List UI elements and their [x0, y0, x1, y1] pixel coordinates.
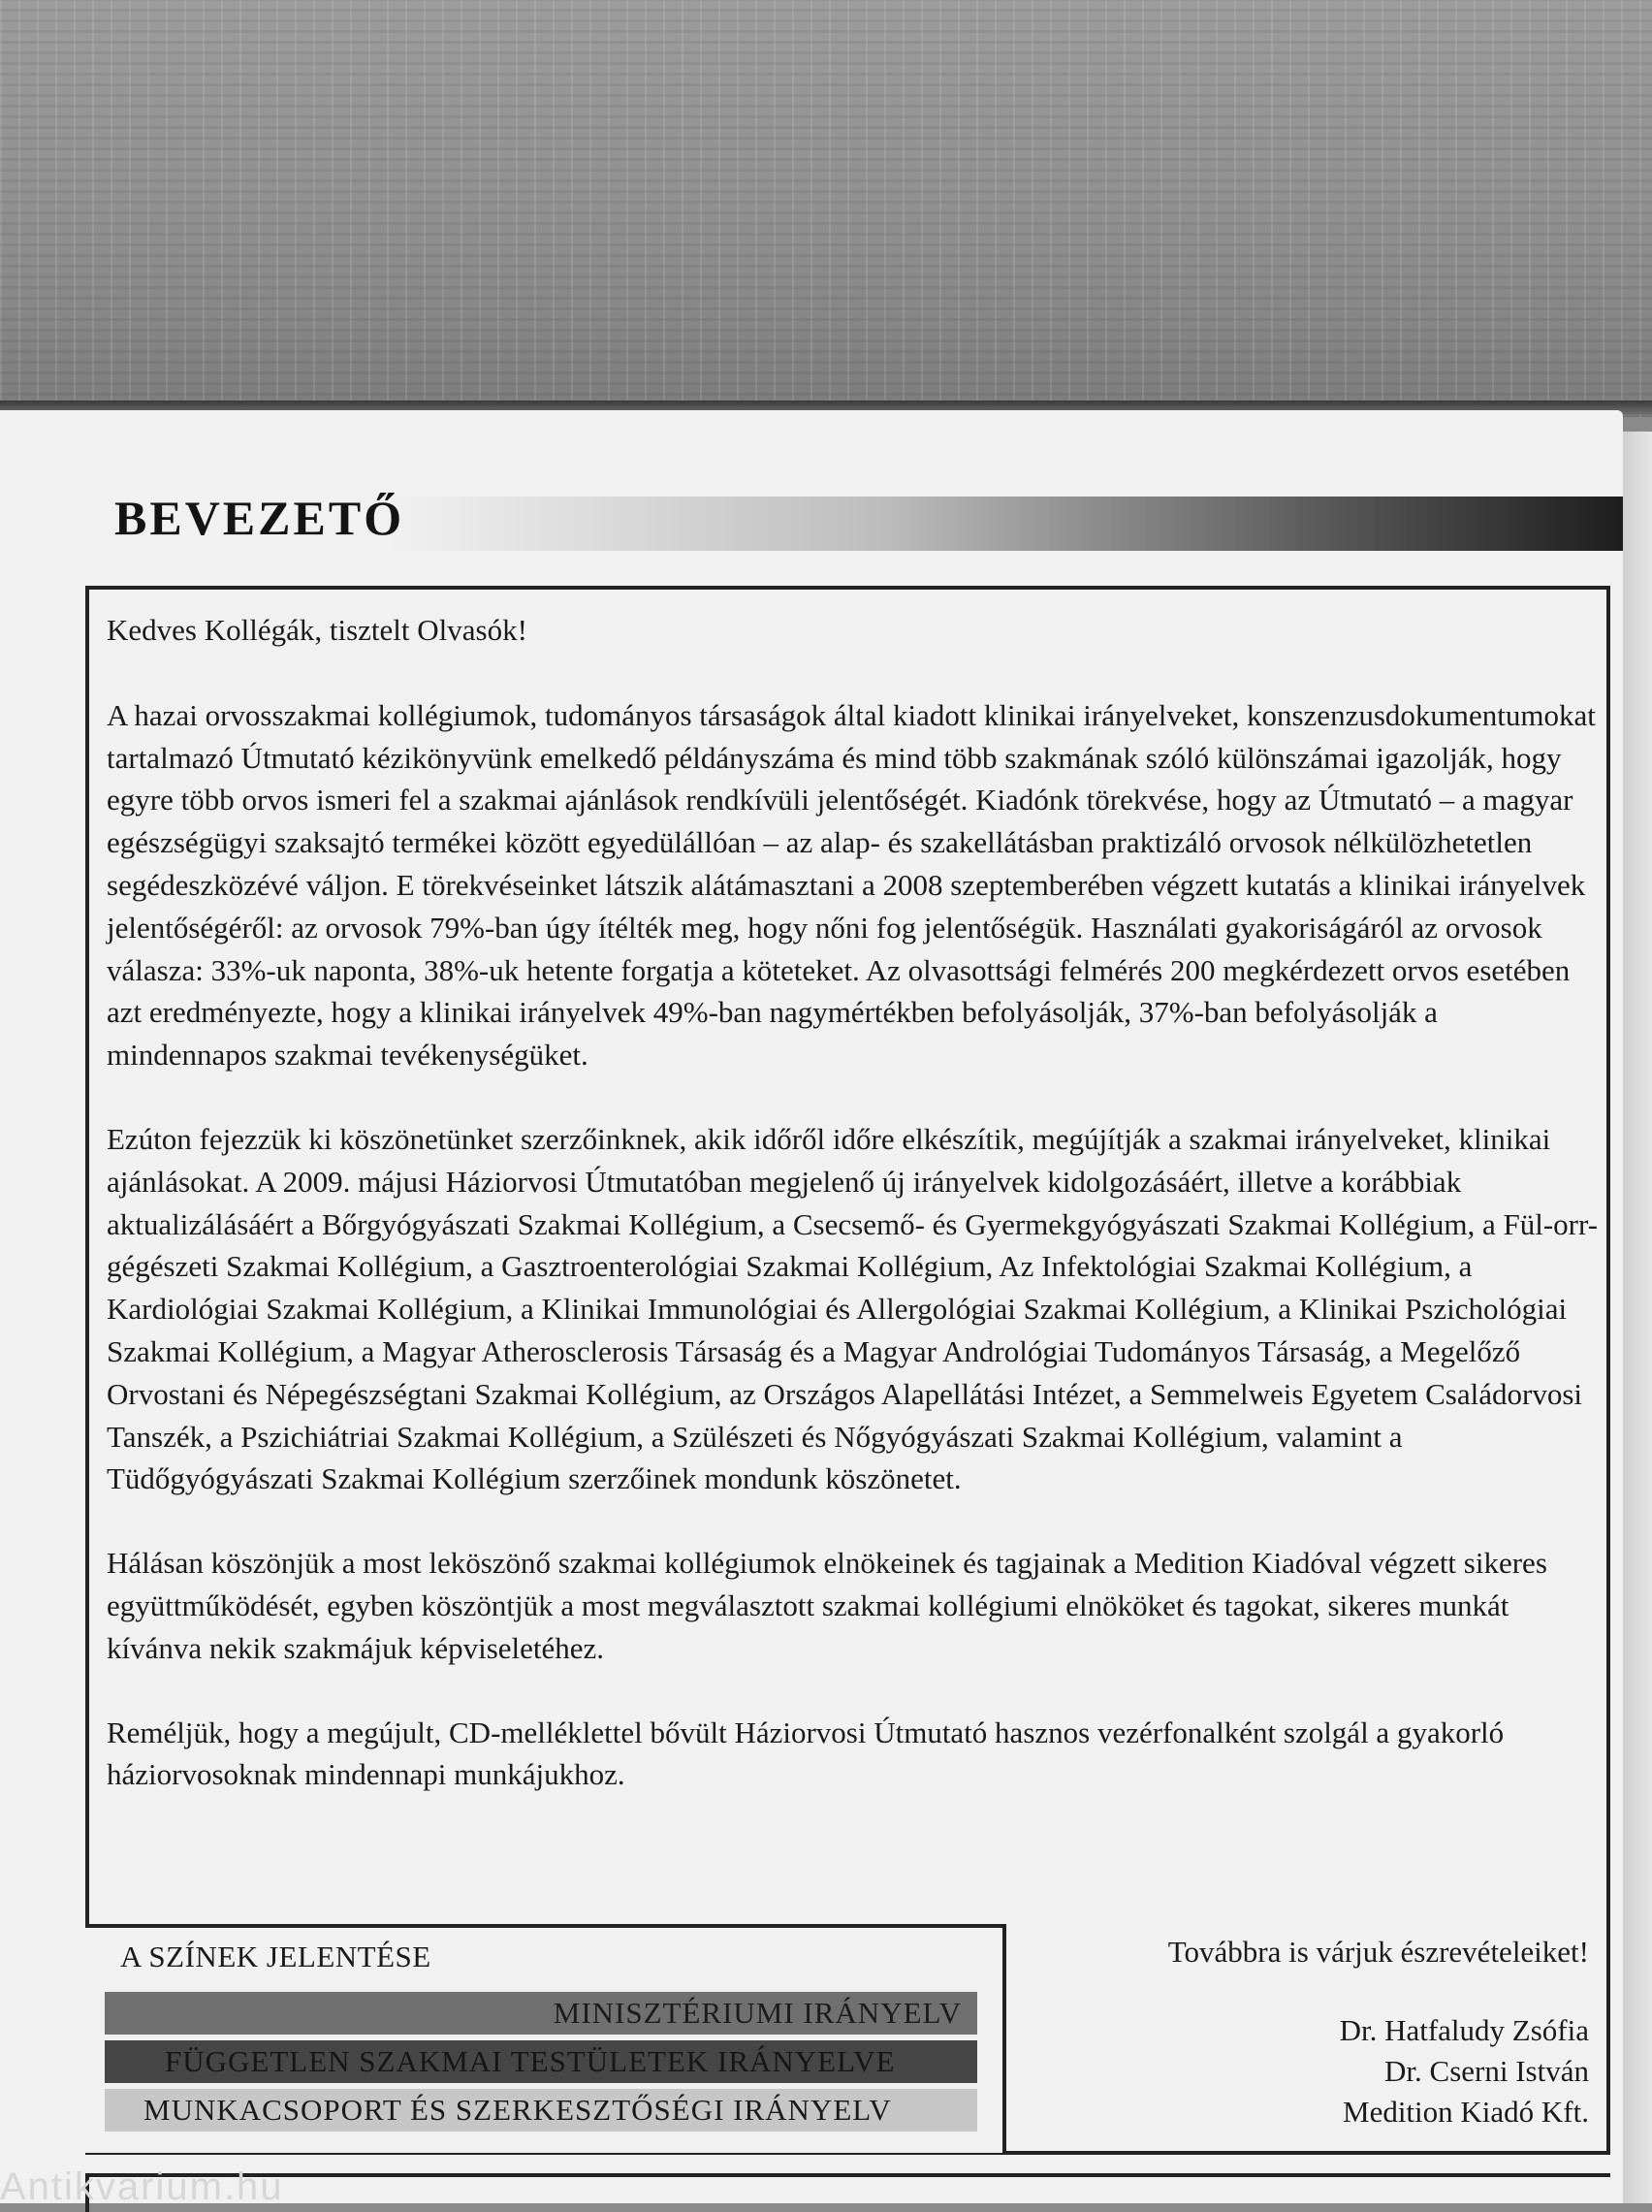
section-header [0, 483, 1623, 553]
letter-paragraph-hope: Reméljük, hogy a megújult, CD-melléklettel bővült Háziorvosi Útmutató hasznos vezérfonalként szolgál a gyakorló háziorvosoknak mindennapi munkájukhoz. [107, 1715, 1505, 1792]
legend-title: A SZÍNEK JELENTÉSE [120, 1940, 431, 1973]
letter-paragraph-survey: A hazai orvosszakmai kollégiumok, tudományos társaságok által kiadott klinikai irányelveket, konszenzusdokumentumokat tartalmazó Útmutató kézikönyvünk emelkedő példányszáma és mind több szakmának szóló különszámai igazolják, hogy egyre több orvos ismeri fel a szakmai ajánlások rendkívüli jelentőségét. Kiadónk törekvése, hogy az Útmutató – a magyar egészségügyi szaksajtó termékei között egyedülállóan – az alap- és szakellátásban praktizáló orvosok nélkülözhetetlen segédeszközévé váljon. E törekvéseinket látszik alátámasztani a 2008 szeptemberében végzett kutatás a klinikai irányelvek jelentőségéről: az orvosok 79%-ban úgy ítélték meg, hogy nőni fog jelentőségük. Használati gyakoriságáról az orvosok válasza: 33%-uk naponta, 38%-uk hetente forgatja a köteteket. Az olvasottsági felmérés 200 megkérdezett orvos esetében azt eredményezte, hogy a klinikai irányelvek 49%-ban nagymértékben befolyásolják, 37%-ban befolyásolják a mindennapos szakmai tevékenységüket. [107, 697, 1596, 1073]
letter-paragraph-thanks-authors: Ezúton fejezzük ki köszönetünket szerzőinknek, akik időről időre elkészítik, megújítják a szakmai irányelveket, klinikai ajánlásokat. A 2009. májusi Háziorvosi Útmutatóban megjelenő új irányelvek kidolgozásáért, illetve a korábbiak aktualizálásáért a Bőrgyógyászati Szakmai Kollégium, a Csecsemő- és Gyermekgyógyászati Szakmai Kollégium, a Fül-orr-gégészeti Szakmai Kollégium, a Gasztroenterológiai Szakmai Kollégium, Az Infektológiai Szakmai Kollégium, a Kardiológiai Szakmai Kollégium, a Klinikai Immunológiai és Allergológiai Szakmai Kollégium, a Klinikai Pszichológiai Szakmai Kollégium, a Magyar Atherosclerosis Társaság és a Magyar Andrológiai Tudományos Társaság, a Megelőző Orvostani és Népegészségtani Szakmai Kollégium, az Országos Alapellátási Intézet, a Semmelweis Egyetem Családorvosi Tanszék, a Pszichiátriai Szakmai Kollégium, a Szülészeti és Nőgyógyászati Szakmai Kollégium, valamint a Tüdőgyógyászati Szakmai Kollégium szerzőinek mondunk köszönetet. [107, 1121, 1599, 1496]
letter-greeting: Kedves Kollégák, tisztelt Olvasók! [107, 613, 527, 647]
legend-item-ministry: MINISZTÉRIUMI IRÁNYELV [105, 1992, 977, 2035]
introduction-box [85, 586, 1610, 2155]
book-page [0, 410, 1623, 2203]
letter-closing: Továbbra is várjuk észrevételeiket! [1167, 1935, 1589, 1969]
signature-publisher: Medition Kiadó Kft. [1343, 2095, 1589, 2129]
watermark-text: Antikvarium.hu [0, 2170, 284, 2203]
letter-body [107, 609, 1600, 1838]
section-title: BEVEZETŐ [114, 491, 405, 545]
letter-paragraph-thanks-colleges: Hálásan köszönjük a most leköszönő szakmai kollégiumok elnökeinek és tagjainak a Medition Kiadóval végzett sikeres együttműködését, egyben köszöntjük a most megválasztott szakmai kollégiumi elnököket és tagokat, sikeres munkát kívánva nekik szakmájuk képviseletéhez. [107, 1546, 1547, 1665]
legend-item-independent-bodies: FÜGGETLEN SZAKMAI TESTÜLETEK IRÁNYELVE [105, 2040, 977, 2083]
legend-item-working-group: MUNKACSOPORT ÉS SZERKESZTŐSÉGI IRÁNYELV [105, 2089, 977, 2132]
signature-name-1: Dr. Hatfaludy Zsófia [1339, 2013, 1589, 2047]
table-surface [0, 0, 1652, 417]
signature-block [1340, 2010, 1589, 2132]
signature-name-2: Dr. Cserni István [1384, 2054, 1589, 2088]
next-page-edge [1623, 432, 1652, 2203]
header-gradient-bar [388, 497, 1623, 551]
color-legend [85, 1924, 1006, 2153]
